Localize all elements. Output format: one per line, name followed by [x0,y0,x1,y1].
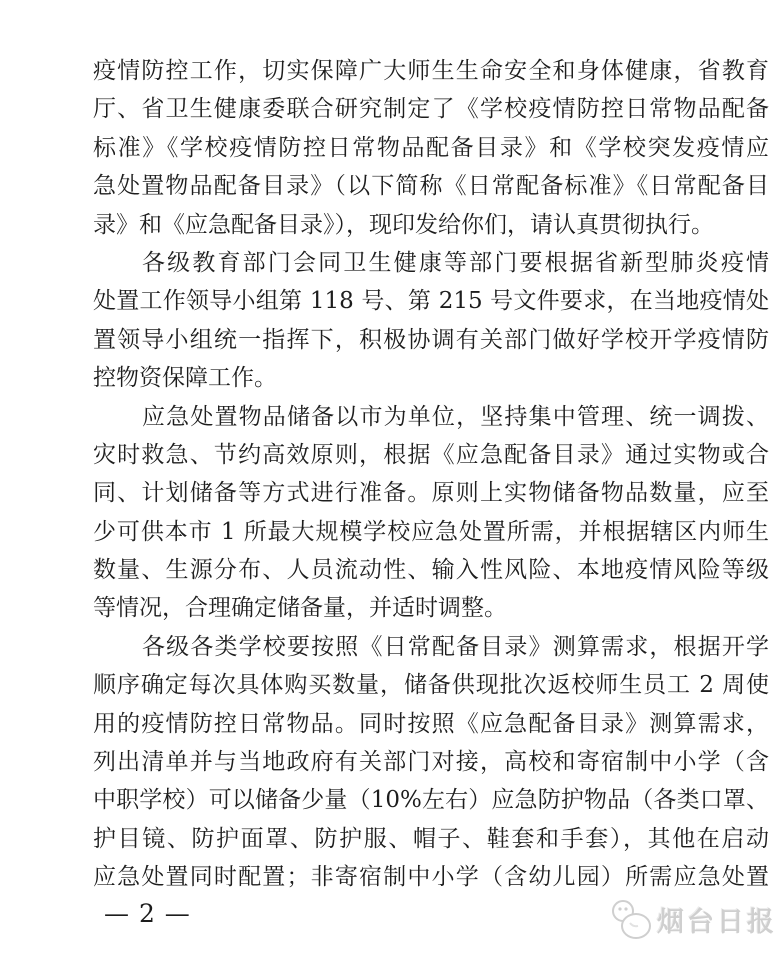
text-line: 应急处置同时配置；非寄宿制中小学（含幼儿园）所需应急处置 [93,864,769,891]
text-line: 灾时救急、节约高效原则，根据《应急配备目录》通过实物或合 [93,441,769,468]
text-line: 标准》《学校疫情防控日常物品配备目录》和《学校突发疫情应 [93,134,769,161]
document-text-block [93,52,769,897]
text-line: 厅、省卫生健康委联合研究制定了《学校疫情防控日常物品配备 [93,96,769,123]
text-line: 用的疫情防控日常物品。同时按照《应急配备目录》测算需求， [93,710,769,737]
text-line: 置领导小组统一指挥下，积极协调有关部门做好学校开学疫情防 [93,326,769,353]
text-line: 少可供本市 1 所最大规模学校应急处置所需，并根据辖区内师生 [93,518,769,545]
text-line: 数量、生源分布、人员流动性、输入性风险、本地疫情风险等级 [93,557,769,584]
text-line: 列出清单并与当地政府有关部门对接，高校和寄宿制中小学（含 [93,749,769,776]
text-line: 急处置物品配备目录》（以下简称《日常配备标准》《日常配备目 [93,173,769,200]
text-line: 录》和《应急配备目录》），现印发给你们，请认真贯彻执行。 [93,211,714,238]
text-line: 等情况，合理确定储备量，并适时调整。 [93,595,507,622]
page-number-label: — 2 — [104,899,191,928]
text-line: 顺序确定每次具体购买数量，储备供现批次返校师生员工 2 周使 [93,672,769,699]
text-line: 各级各类学校要按照《日常配备目录》测算需求，根据开学 [142,633,769,660]
yantai-daily-logo-icon [610,897,652,941]
text-line: 处置工作领导小组第 118 号、第 215 号文件要求，在当地疫情处 [93,288,769,315]
text-line: 应急处置物品储备以市为单位，坚持集中管理、统一调拨、 [142,403,769,430]
text-line: 控物资保障工作。 [93,365,277,392]
text-line: 护目镜、防护面罩、防护服、帽子、鞋套和手套），其他在启动 [93,825,769,852]
yantai-daily-watermark [610,897,777,941]
text-line: 同、计划储备等方式进行准备。原则上实物储备物品数量，应至 [93,480,769,507]
text-line: 各级教育部门会同卫生健康等部门要根据省新型肺炎疫情 [142,249,769,276]
text-line: 中职学校）可以储备少量（10%左右）应急防护物品（各类口罩、 [93,787,769,814]
text-line: 疫情防控工作，切实保障广大师生生命安全和身体健康，省教育 [93,58,769,84]
watermark-brand-text: 烟台日报 [657,906,777,938]
